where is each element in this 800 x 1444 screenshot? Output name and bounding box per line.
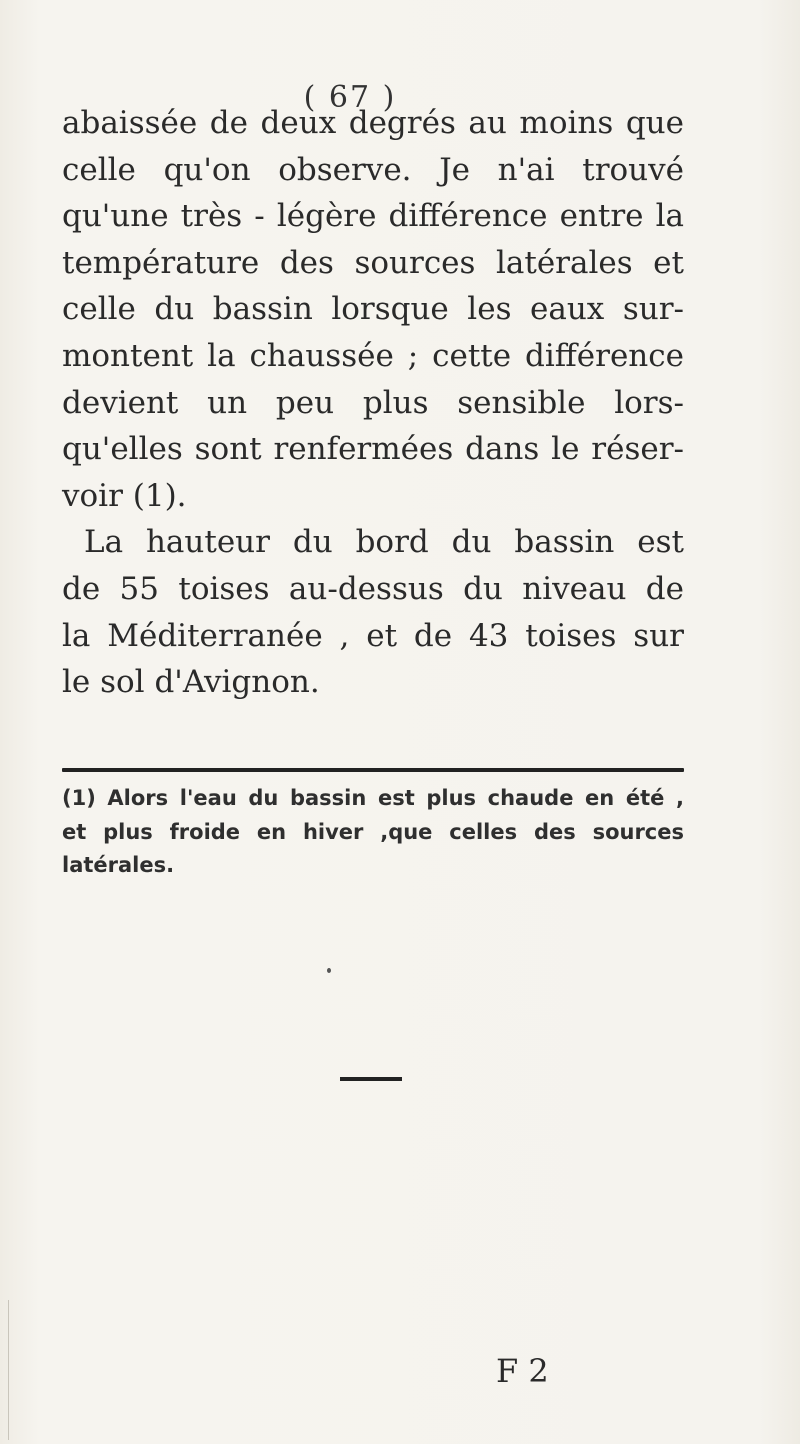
body-line: de 55 toises au-dessus du niveau de bbox=[62, 570, 684, 607]
body-line: la Méditerranée , et de 43 toises sur bbox=[62, 617, 684, 654]
body-line: le sol d'Avignon. bbox=[62, 664, 320, 701]
body-line: La hauteur du bord du bassin est bbox=[84, 524, 684, 561]
signature-mark: F 2 bbox=[496, 1352, 549, 1390]
body-line: abaissée de deux degrés au moins que bbox=[62, 105, 684, 141]
body-text bbox=[62, 100, 684, 706]
footnote-separator-rule bbox=[62, 768, 684, 772]
body-line: qu'une très - légère différence entre la bbox=[62, 198, 684, 235]
body-line: voir (1). bbox=[62, 477, 187, 514]
body-line: montent la chaussée ; cette différence bbox=[62, 337, 684, 374]
ink-speck bbox=[327, 968, 331, 973]
page-number: ( 67 ) bbox=[303, 80, 397, 115]
body-line: température des sources latérales et bbox=[62, 244, 684, 281]
footnote bbox=[62, 782, 684, 883]
body-line: qu'elles sont renfermées dans le réser- bbox=[62, 431, 684, 468]
body-line: celle du bassin lorsque les eaux sur- bbox=[62, 291, 684, 328]
footnote-line: (1) Alors l'eau du bassin est plus chaude en été , bbox=[62, 786, 684, 810]
body-line: devient un peu plus sensible lors- bbox=[62, 384, 684, 421]
footnote-line: et plus froide en hiver ,que celles des sources bbox=[62, 819, 684, 844]
end-rule bbox=[340, 1077, 402, 1081]
body-line: celle qu'on observe. Je n'ai trouvé bbox=[62, 151, 684, 188]
page-edge-line bbox=[8, 1300, 9, 1440]
footnote-line: latérales. bbox=[62, 853, 175, 877]
